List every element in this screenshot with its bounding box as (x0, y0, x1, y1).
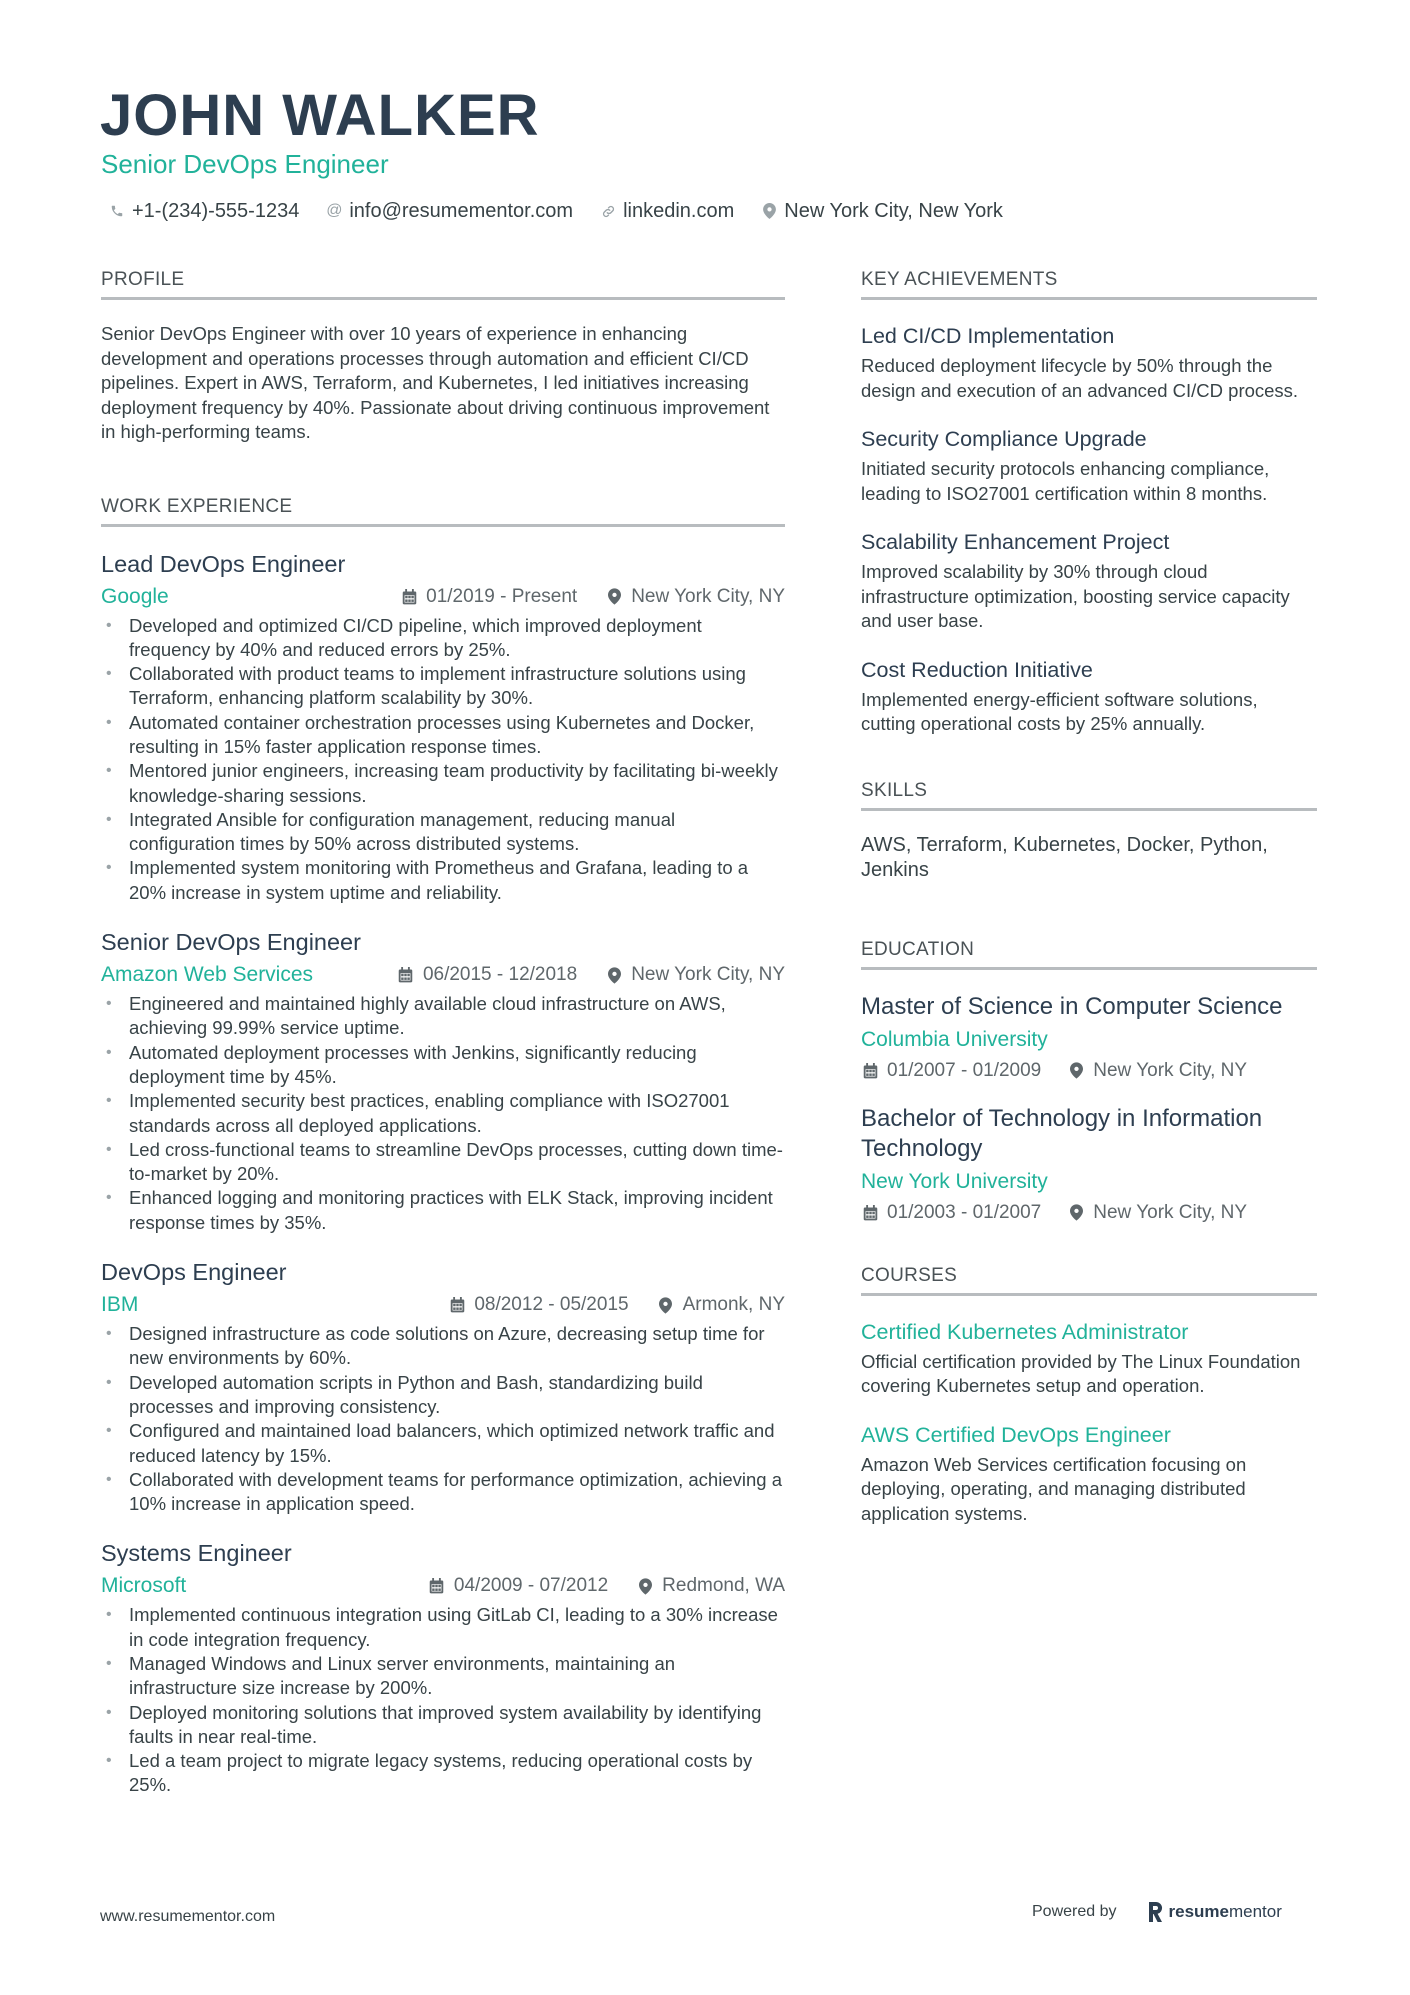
contact-phone (108, 198, 299, 224)
education-dates (861, 1202, 1041, 1224)
location-pin-icon (657, 1295, 675, 1315)
work-experience-heading: WORK EXPERIENCE (101, 495, 785, 527)
education-item (861, 992, 1317, 1082)
link-icon (599, 201, 617, 221)
location-pin-icon (1067, 1061, 1085, 1081)
company-name: IBM (101, 1293, 139, 1317)
job-title: Senior DevOps Engineer (101, 929, 361, 956)
course-title: Certified Kubernetes Administrator (861, 1319, 1189, 1344)
job-meta (101, 583, 785, 611)
education-item (861, 1104, 1317, 1224)
courses-heading: COURSES (861, 1264, 1317, 1296)
brand-name-light: mentor (1228, 1902, 1282, 1921)
list-item: • Enhanced logging and monitoring practices with ELK Stack, improving incident response times by 35%. (101, 1186, 785, 1235)
footer-website[interactable]: www.resumementor.com (100, 1908, 276, 1925)
list-item: • Developed automation scripts in Python and Bash, standardizing build processes and improving consistency. (101, 1371, 785, 1420)
job-entry (101, 549, 785, 906)
dates-text: 04/2009 - 07/2012 (453, 1575, 609, 1597)
school-name: Columbia University (861, 1027, 1048, 1051)
list-item: • Automated deployment processes with Jenkins, significantly reducing deployment time by 45%. (101, 1041, 785, 1090)
right-column (861, 268, 1317, 1526)
profile-heading: PROFILE (101, 268, 785, 300)
course-desc: Amazon Web Services certification focusing on deploying, operating, and managing distributed application systems. (861, 1453, 1247, 1524)
resumementor-logo-icon (1147, 1902, 1165, 1922)
job-entry (101, 1538, 785, 1797)
list-item: • Engineered and maintained highly available cloud infrastructure on AWS, achieving 99.99% service uptime. (101, 992, 785, 1041)
location-text: Armonk, NY (682, 1294, 785, 1316)
job-location (657, 1294, 785, 1316)
location-text: New York City, NY (1093, 1059, 1248, 1081)
list-item: • Implemented security best practices, enabling compliance with ISO27001 standards across all deployed applications. (101, 1089, 785, 1138)
list-item: • Designed infrastructure as code solutions on Azure, decreasing setup time for new environments by 60%. (101, 1322, 785, 1371)
contact-location (760, 198, 1003, 224)
contact-bar (108, 198, 1029, 224)
location-pin-icon (605, 965, 623, 985)
list-item: • Managed Windows and Linux server environments, maintaining an infrastructure size increase by 200%. (101, 1652, 785, 1701)
list-item: • Collaborated with product teams to implement infrastructure solutions using Terraform, enhancing platform scalability by 30%. (101, 662, 785, 711)
at-icon: @ (326, 202, 343, 219)
achievement-item (861, 425, 1317, 506)
achievement-desc: Initiated security protocols enhancing compliance, leading to ISO27001 certification within 8 months. (861, 458, 1270, 504)
contact-linkedin[interactable] (599, 198, 734, 224)
course-item (861, 1421, 1317, 1527)
education-dates (861, 1060, 1041, 1082)
achievement-title: Scalability Enhancement Project (861, 530, 1170, 554)
list-item: • Developed and optimized CI/CD pipeline, which improved deployment frequency by 40% and reduced errors by 25%. (101, 614, 785, 663)
calendar-icon (400, 587, 418, 607)
job-bullets (101, 1603, 785, 1797)
dates-text: 01/2019 - Present (426, 585, 578, 607)
list-item: • Implemented system monitoring with Prometheus and Grafana, leading to a 20% increase in system uptime and reliability. (101, 856, 785, 905)
course-title: AWS Certified DevOps Engineer (861, 1422, 1171, 1447)
footer-branding (1032, 1902, 1282, 1922)
job-location (605, 586, 785, 608)
job-title: DevOps Engineer (101, 1259, 287, 1286)
job-title: Systems Engineer (101, 1540, 292, 1567)
location-pin-icon (636, 1576, 654, 1596)
course-item (861, 1318, 1317, 1399)
achievement-title: Led CI/CD Implementation (861, 324, 1115, 348)
achievement-title: Security Compliance Upgrade (861, 427, 1147, 451)
degree-title: Bachelor of Technology in Information Technology (861, 1104, 1263, 1162)
school-name: New York University (861, 1169, 1048, 1193)
calendar-icon (428, 1576, 446, 1596)
location-pin-icon (760, 201, 778, 221)
job-dates (397, 964, 577, 986)
location-text: New York City, NY (1093, 1201, 1248, 1223)
skills-heading: SKILLS (861, 779, 1317, 811)
list-item: • Automated container orchestration processes using Kubernetes and Docker, resulting in 15% faster application response times. (101, 711, 785, 760)
job-meta (101, 961, 785, 989)
location-pin-icon (1067, 1203, 1085, 1223)
achievement-item (861, 322, 1317, 403)
location-text: New York City, New York (784, 200, 1003, 222)
candidate-name: JOHN WALKER (100, 83, 540, 148)
location-text: Redmond, WA (662, 1575, 785, 1597)
phone-icon (108, 201, 126, 221)
candidate-title: Senior DevOps Engineer (101, 149, 389, 179)
list-item: • Implemented continuous integration using GitLab CI, leading to a 30% increase in code integration frequency. (101, 1603, 785, 1652)
dates-text: 01/2003 - 01/2007 (887, 1201, 1042, 1223)
achievement-item (861, 656, 1317, 737)
job-location (605, 964, 785, 986)
contact-email[interactable] (325, 198, 573, 224)
job-dates (400, 586, 577, 608)
calendar-icon (861, 1203, 879, 1223)
calendar-icon (861, 1061, 879, 1081)
left-column (101, 268, 785, 1798)
calendar-icon (448, 1295, 466, 1315)
job-bullets (101, 992, 785, 1235)
brand-logo[interactable] (1147, 1902, 1282, 1922)
location-pin-icon (605, 587, 623, 607)
education-heading: EDUCATION (861, 938, 1317, 970)
list-item: • Mentored junior engineers, increasing team productivity by facilitating bi-weekly knowledge-sharing sessions. (101, 759, 785, 808)
phone-text: +1-(234)-555-1234 (132, 200, 300, 222)
achievement-title: Cost Reduction Initiative (861, 657, 1093, 682)
job-dates (428, 1575, 608, 1597)
list-item: • Deployed monitoring solutions that improved system availability by identifying faults in near real-time. (101, 1701, 785, 1750)
education-meta (861, 1202, 1317, 1224)
achievement-desc: Improved scalability by 30% through cloud infrastructure optimization, boosting service capacity and user base. (861, 561, 1290, 631)
linkedin-text[interactable]: linkedin.com (623, 200, 735, 222)
list-item: • Led a team project to migrate legacy systems, reducing operational costs by 25%. (101, 1749, 785, 1798)
calendar-icon (397, 965, 415, 985)
job-bullets (101, 614, 785, 906)
education-meta (861, 1060, 1317, 1082)
dates-text: 01/2007 - 01/2009 (887, 1059, 1042, 1081)
powered-by-text: Powered by (1032, 1903, 1117, 1920)
brand-name-bold: resume (1168, 1902, 1229, 1921)
list-item: • Integrated Ansible for configuration management, reducing manual configuration times by 50% across distributed systems. (101, 808, 785, 857)
education-location (1067, 1060, 1247, 1082)
degree-title: Master of Science in Computer Science (861, 992, 1283, 1020)
skills-list: AWS, Terraform, Kubernetes, Docker, Python, Jenkins (861, 833, 1268, 881)
achievement-desc: Implemented energy-efficient software solutions, cutting operational costs by 25% annually. (861, 688, 1258, 734)
dates-text: 08/2012 - 05/2015 (474, 1294, 629, 1316)
job-entry (101, 1257, 785, 1516)
education-location (1067, 1202, 1247, 1224)
job-entry (101, 927, 785, 1235)
achievement-desc: Reduced deployment lifecycle by 50% through the design and execution of an advanced CI/CD process. (861, 355, 1299, 401)
job-meta (101, 1291, 785, 1319)
location-text: New York City, NY (631, 964, 785, 986)
job-location (636, 1575, 785, 1597)
key-achievements-heading: KEY ACHIEVEMENTS (861, 268, 1317, 300)
achievement-item (861, 528, 1317, 634)
job-meta (101, 1572, 785, 1600)
job-title: Lead DevOps Engineer (101, 550, 346, 577)
profile-summary: Senior DevOps Engineer with over 10 years of experience in enhancing development and operations processes through automation and efficient CI/CD pipelines. Expert in AWS, Terraform, and Kubernetes, I led initiatives increasing deployment frequency by 40%. Passionate about driving continuous improvement in high-performing teams. (101, 323, 770, 442)
job-dates (448, 1294, 628, 1316)
company-name: Amazon Web Services (101, 963, 314, 987)
course-desc: Official certification provided by The Linux Foundation covering Kubernetes setup and operation. (861, 1350, 1301, 1396)
company-name: Microsoft (101, 1574, 187, 1598)
job-bullets (101, 1322, 785, 1516)
email-text[interactable]: info@resumementor.com (349, 200, 574, 222)
list-item: • Collaborated with development teams for performance optimization, achieving a 10% increase in application speed. (101, 1468, 785, 1517)
list-item: • Led cross-functional teams to streamline DevOps processes, cutting down time-to-market by 20%. (101, 1138, 785, 1187)
company-name: Google (101, 584, 169, 608)
dates-text: 06/2015 - 12/2018 (422, 964, 578, 986)
location-text: New York City, NY (631, 585, 785, 607)
list-item: • Configured and maintained load balancers, which optimized network traffic and reduced latency by 15%. (101, 1419, 785, 1468)
